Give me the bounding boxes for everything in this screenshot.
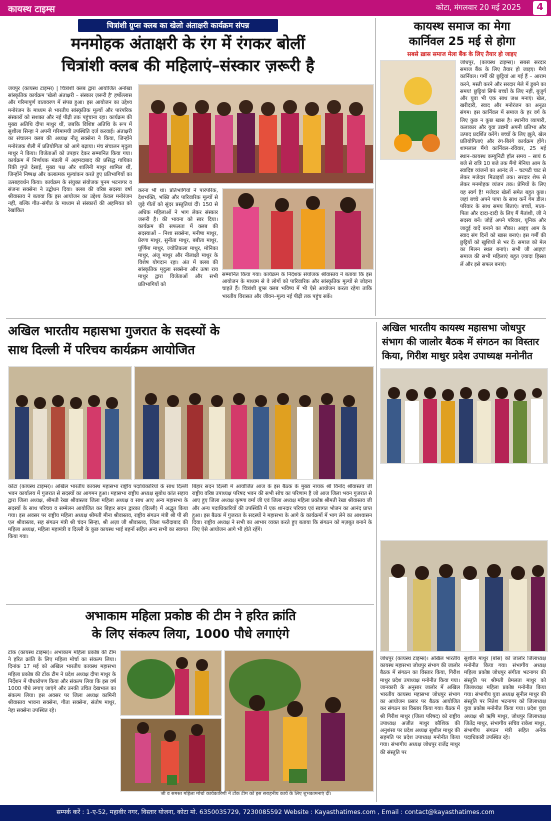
story3-photo-bottom (380, 540, 548, 652)
story4-photo-tree (120, 650, 222, 716)
story4-headline-line2: के लिए संकल्प लिया, 1000 पौधे लगाएंगे (91, 626, 290, 641)
story3-photo-bottom-art (381, 541, 547, 651)
story1-headline-line1: मनमोहक अंताक्षरी के रंग में रंगकर बोलीं (70, 34, 306, 53)
right-story-photo-art (381, 61, 455, 159)
story2-photo-left-art (9, 367, 131, 479)
story4-photo-tree-art (121, 651, 221, 715)
story3-photo-top (380, 368, 548, 464)
story2-headline-line1: अखिल भारतीय महासभा गुजरात के सदस्यों के (8, 323, 220, 338)
story4-photo-planting-right-art (225, 651, 373, 791)
contact-footer: सम्पर्क करें : 1-ए-52, महावीर नगर, विस्तार योजना, कोटा मो. 6350035729, 7230085592 Website : Kayasthatimes.com , Email : contact@kayasthatimes.com (0, 805, 551, 821)
brand-name: कायस्थ टाइम्स (8, 5, 55, 15)
story1-photo-art (139, 85, 373, 183)
page-number: 4 (533, 1, 547, 15)
story3-column-2: सुशील माथुर (बोस) को जालोर जिलाध्यक्ष मनोनीत किया गया। संभागीय अध्यक्ष महिला प्रकोष्ठ जोधपुर संगीता भटनागर की संस्तुति पर श्रीमती प्रेमलता माथुर को जिलाध्यक्ष महिला प्रकोष्ठ मनोनीत किया गया। संभागीय युवा अध्यक्ष सुनील माथुर की संस्तुति पर नितेश भटनागर को जिलाध्यक्ष युवा प्रकोष्ठ मनोनीत किया गया। प्रदेश युवा अध्यक्ष श्री ऋषि माथुर, जोधपुर जिलाध्यक्ष जितेंद्र माथुर, संभागीय सचिव राकेश माथुर, संभागीय संगठन मंत्री सहित अनेक पदाधिकारी उपस्थित रहे। (464, 656, 546, 742)
column-divider-bottom (376, 322, 377, 802)
story3-headline-line1: अखिल भारतीय कायस्थ महासभा जोधपुर (382, 323, 526, 334)
right-story-photo (380, 60, 456, 160)
story4-photo-planting-left-art (121, 719, 221, 791)
right-story-subheading: सबसे ख़ास समाज मेला बैंक के लिए तैयार हो जाइए (407, 52, 517, 58)
story1-column-1: जयपुर (कायस्थ टाइम्स) | चित्रांशी क्लब द्वारा आयोजित अनोखा सांस्कृतिक कार्यक्रम 'खेलो अंताक्षरी – संस्कार ज़रूरी है' हर्षोल्लास और गरिमापूर्ण वातावरण में संपन्न हुआ। इस आयोजन का उद्देश्य मनोरंजन के माध्यम से भारतीय सांस्कृतिक मूल्यों और पारंपरिक संस्कारों को सशक्त और नई पीढ़ी तक पहुंचाना रहा। कार्यक्रम की मुख्य अतिथि दीपा माथुर थीं, जबकि विशिष्ट अतिथि के रूप में सुशीला सिन्हा ने अपनी गरिमामयी उपस्थिति दर्ज करवाई। अंताक्षरी का संचालन क्लब की अध्यक्ष नीतू सक्सेना ने किया, जिन्होंने मनोरंजक शैली में प्रतियोगिता को आगे बढ़ाया। मंच संचालन मृदुला माथुर ने किया। विजेताओं को उपहार देकर सम्मानित किया गया। कार्यक्रम में निर्णायक मंडली में अहमदाबाद की प्रसिद्ध गायिका रिंकी गुप्ते देसाई, मुख्य पक्ष और शालिनी माथुर शामिल थीं, जिन्होंने निष्पक्ष और कलात्मक मूल्यांकन करते हुए प्रतिभागियों का उत्साहवर्धन किया। कार्यक्रम के संयुक्त संयोजक पूनम भटनागर व संजना सक्सेना ने उद्बोधन दिया। क्लब की वरिष्ठ सदस्या वर्षा श्रीवास्तव ने बताया कि इस आयोजन का उद्देश्य केवल मनोरंजन नहीं, बल्कि गीत–संगीत के माध्यम से संस्कारों की अहमियत को रेखांकित (8, 86, 132, 215)
story2-photo-right-art (135, 367, 373, 479)
story3-photo-top-art (381, 369, 547, 463)
story2-photo-right (134, 366, 374, 480)
story4-photo-planting-right (224, 650, 374, 792)
story1-award-art (223, 189, 373, 269)
story2-column-2: बिहार सदन दिल्ली में आयोजित आज के इस बैठक के मुख्य नायक श्री विनोद श्रीवास्तव जी राष्ट्रीय वरिष्ठ उपाध्यक्ष परिषद भवन की सभी सोच का परिणाम है जो आज जिला भवन गुजरात से आए हुए जिला अध्यक्ष कृष्णा वर्मा जी एवं जिला अध्यक्ष महिला प्रकोष्ठ श्रीमती रेखा श्रीवास्तव जी और अन्य पदाधिकारियों की उपस्थिति में एक शानदार परिचय एवं स्वागत भोजन का आनंद प्राप्त हुआ। इस बैठक में गुजरात के सदस्यों ने महासभा के आगे के कार्यक्रमों में भाग लेने का आश्वासन दिया। राष्ट्रीय अध्यक्ष ने सभी का आभार व्यक्त करते हुए बताया कि संगठन को मज़बूत बनाने के लिए ऐसे आयोजन आगे भी होते रहेंगे। (192, 484, 372, 534)
right-story-body: जोधपुर, (कायस्थ टाइम्स)। सबसे सरदार समाज बैंक के लिए तैयार हो जाइए। मैगो कार्निवल। गर्मी की छुट्टियां आ गई हैं – आराम करने, मस्ती करने और सरदार मेले में डूबने का समय! छुट्टियां सिर्फ बच्चों के लिए नहीं, बुजुर्ग और युवा भी एक साथ जश्न मनाएं। खेल, खरीदारी, स्वाद और मनोरंजन का अनूठा संगम। इस कार्निवल में समाज के हर वर्ग के लिए कुछ न कुछ खास है। स्थानीय व्यापारी, कलाकार और युवा उद्यमी अपनी प्रतिभा और उत्पाद प्रदर्शित करेंगे। बच्चों के लिए झूले, खेल प्रतियोगिताएं और रंग-बिरंगे कार्यक्रम होंगे। शामलाल मैंगो कार्निवल–रविवार, 25 मई स्थान–कायस्थ कम्युनिटी हॉल समय – सायं 6 बजे से रात्रि 10 बजे तक मैंगो मेनिया आम के स्वादिष्ट व्यंजनों का आनंद लें – चटपटी चाट से लेकर मजेदार मिठाइयों तक। सरदार शेफ से लेकर मनमोहक व्यंजन तक। प्रेमियों के लिए यह स्वर्ग है! मजेदार खेलों समेत बहुत कुछ। जहां बच्चे अपने पापा के साथ कर्ने गेम डील। परिवार के साथ समय बिताएं। बच्चों, माता-पिता और दादा-दादी के लिए मैं मैतांशी, जी ने सदस्य बनें। जोड़ें अपने परिवार, यूनिक और जादुई यादें बनाने का मौका। आइए आम के स्वाद संग दिनों को खास बनाएं। इस गर्मी की छुट्टियों को खुशियों से भर दें। समाज को मेल का मिलन स्थल बनाएं। सभी जी आइए! समाज की सभी महिलाएं बहुत ज़्यादा हिस्सा लें और इसे सफल बनाएं। (460, 60, 546, 268)
story4-photo-planting-left (120, 718, 222, 792)
right-story-headline-line2: कार्निवल 25 मई से होगा (408, 34, 516, 48)
masthead-bar (0, 0, 551, 16)
story4-column-1: टोंक (कायस्थ टाइम्स)। अभाकाम महिला प्रकोष्ठ की टीम ने हरित क्रांति के लिए महिला मोर्चा का संकल्प लिया। दिनांक 17 मई को अखिल भारतीय कायस्थ महासभा महिला प्रकोष्ठ की टोंक टीम ने प्रदेश अध्यक्ष दीपा माथुर के निर्देशन में पौधारोपण किया और संकल्प लिया कि इस वर्ष 1000 पौधे लगाए जाएंगे और उनकी उचित देखभाल का संकल्प लिया। इस अवसर पर जिला अध्यक्ष कामिनी श्रीवास्तव भावना सक्सेना, गीता सक्सेना, संतोष माथुर, नेहा सक्सेना उपस्थित रहे। (8, 650, 116, 714)
story1-photo-award (222, 188, 374, 270)
story3-headline-line2: संभाग की जालोर बैठक में संगठन का विस्तार (382, 337, 540, 348)
story2-headline-line2: साथ दिल्ली में परिचय कार्यक्रम आयोजित (8, 342, 195, 357)
story4-caption: जी व समस्त महिला मोर्चा कार्यकारिणी ने टोंक टीम को इस सराहनीय कार्य के लिए शुभकामनाएं दीं। (160, 792, 332, 797)
section-divider-2 (6, 604, 374, 605)
section-divider-1 (6, 318, 546, 319)
story1-column-2: करना भी था। प्रतिभागियों ने पारंपरिक, देशभक्ति, भक्ति और पारिवारिक मूल्यों से जुड़े गीतों को सुंदर प्रस्तुतियां दीं। 150 से अधिक महिलाओं ने भाग लेकर संस्कार जरूरी है। की भावना को स्वर दिया। कार्यक्रम की सफलता में क्लब की सदस्याओं – निशा सक्सेना, मनीषा माथुर, प्रेरणा माथुर, सुनीता माथुर, बबीता माथुर, पूर्णिमा माथुर, ज्योतिकला माथुर, मोनिका माथुर, अंजू माथुर और नीलाक्षी माथुर के विशेष योगदान रहा। अंत में क्लब की सांस्कृतिक मृदुला सक्सेना और ऊषा राय माथुर द्वारा विजेताओं और सभी प्रतिभागियों को (138, 188, 218, 288)
story3-headline-line3: किया, गिरीश माथुर प्रदेश उपाध्यक्ष मनोनीत (382, 351, 533, 362)
story3-column-1: जोधपुर (कायस्थ टाइम्स)। अखिल भारतीय कायस्थ महासभा जोधपुर संभाग की जालोर बैठक में संगठन का विस्तार किया, गिरीश माथुर प्रदेश उपाध्यक्ष मनोनीत किया गया। जानकारी के अनुसार जालोर में अखिल भारतीय कायस्थ महासभा जोधपुर संभाग का आयोजन प्रसार पर बैठक आयोजित कर संगठन का विस्तार किया गया। बैठक में श्री गिरीश माथुर (जिला परिषद) को राष्ट्रीय उपाध्यक्ष अजीत माथुर कौशिक की अनुशंसा पर प्रदेश अध्यक्ष सुशील माथुर की सहमति पर प्रदेश उपाध्यक्ष मनोनीत किया गया। संभागीय अध्यक्ष जोधपुर राजेंद्र माथुर की संस्तुति पर (380, 656, 460, 756)
story1-headline-line2: चित्रांशी क्लब की महिलाएं–संस्कार ज़रूरी है (61, 56, 315, 75)
story2-photo-left (8, 366, 132, 480)
story4-headline-line1: अभाकाम महिला प्रकोष्ठ की टीम ने हरित क्रांति (85, 608, 296, 623)
story2-column-1: कोटा (कायस्थ टाइम्स)। अखिल भारतीय कायस्थ महासभा राष्ट्रीय पदाधिकारियों के साथ दिल्ली भवन कार्यालय में गुजरात से सदस्यों का आगमन हुआ। महासभा राष्ट्रीय अध्यक्ष सुबोध कांत सहाय द्वारा जिला अध्यक्ष, श्रीमती रेखा श्रीवास्तव जिला महिला अध्यक्ष व साथ आए अन्य महासभा के सदस्यों के साथ परिचय व सम्मेलन आयोजित कर बिहार सदन द्वारका (दिल्ली) में अद्भुत किया गया। इस अवसर पर राष्ट्रीय महिला अध्यक्ष श्रीमती मीना श्रीवास्तव, राष्ट्रीय संगठन मंत्री श्री पी सी एल श्रीवास्तव, सह संगठन मंत्री श्री चंदन सिन्हा, श्री अज़ा जी श्रीवास्तव, जिला फरीदाबाद की महिला अध्यक्ष, महिला महामंत्री व दिल्ली के कुछ कायस्थ भाई बहनों सहित अन्य सभी का स्वागत किया गया। (8, 484, 188, 541)
column-divider-top (375, 18, 376, 316)
issue-date: कोटा, मंगलवार 20 मई 2025 (435, 3, 521, 12)
right-story-headline-line1: कायस्थ समाज का मेगा (413, 19, 511, 33)
story1-column-3: सम्मानित किया गया। कार्यक्रम के निर्देशक संयोजक श्रीवास्तव ने बताया कि इस आयोजन के माध्यम से वे लोगों को पारिवारिक और सांस्कृतिक मूल्यों से जोड़ना चाहते हैं। चित्रांशी ग्रुप्स क्लब भविष्य में भी ऐसे आयोजन करता रहेगा ताकि भारतीय विरासत और जीवन–मूल्य नई पीढ़ी तक पहुंच सकें। (222, 272, 372, 300)
story1-photo-group (138, 84, 374, 184)
story1-kicker: चित्रांशी ग्रुप्स क्लब का खेलो अंताक्षरी कार्यक्रम संपन्न (78, 19, 278, 32)
